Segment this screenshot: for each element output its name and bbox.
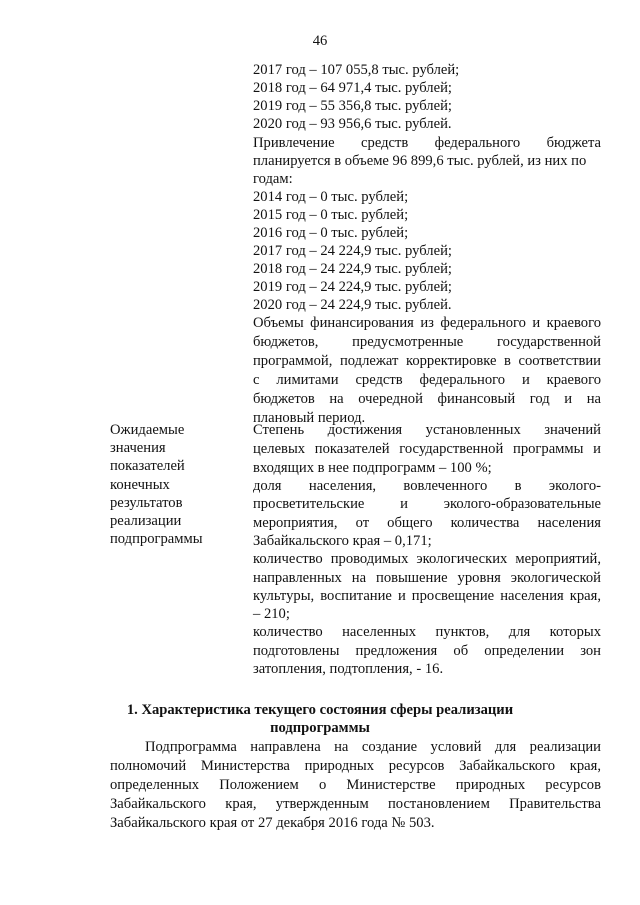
page-number: 46 [312, 33, 328, 49]
federal-year-2020: 2020 год – 24 224,9 тыс. рублей. [253, 297, 452, 313]
expected-result-line: культуры, воспитание и просвещение населения края, [253, 588, 601, 604]
federal-intro-line: Привлечение средств федерального бюджета [253, 135, 601, 151]
label-line: подпрограммы [110, 531, 203, 548]
expected-result-line: – 210; [253, 606, 290, 622]
label-line: показателей [110, 458, 185, 475]
regional-year-2020: 2020 год – 93 956,6 тыс. рублей. [253, 116, 452, 132]
expected-result-line: количество населенных пунктов, для которых [253, 624, 601, 640]
federal-year-2016: 2016 год – 0 тыс. рублей; [253, 225, 409, 241]
paragraph-line: полномочий Министерства природных ресурсов Забайкальского края, [110, 758, 601, 774]
section-heading-cont: подпрограммы [270, 720, 370, 736]
regional-year-2019: 2019 год – 55 356,8 тыс. рублей; [253, 98, 452, 114]
expected-result-line: мероприятия, от общего количества населения [253, 515, 601, 531]
expected-result-line: целевых показателей государственной программы и [253, 441, 601, 457]
adjustment-note-line: программой, подлежат корректировке в соответствии [253, 353, 601, 369]
section-heading: 1. Характеристика текущего состояния сферы реализации [126, 702, 514, 718]
adjustment-note-line: бюджетов на очередной финансовый год и на [253, 391, 601, 407]
regional-year-2017: 2017 год – 107 055,8 тыс. рублей; [253, 62, 460, 78]
federal-year-2017: 2017 год – 24 224,9 тыс. рублей; [253, 243, 452, 259]
regional-year-2018: 2018 год – 64 971,4 тыс. рублей; [253, 80, 452, 96]
expected-result-line: направленных на повышение уровня экологической [253, 570, 601, 586]
federal-intro-line: годам: [253, 171, 293, 187]
expected-result-line: просветительские и эколого-образовательные [253, 496, 601, 512]
expected-result-line: Степень достижения установленных значений [253, 422, 601, 438]
label-line: результатов [110, 494, 183, 511]
expected-result-line: входящих в нее подпрограмм – 100 %; [253, 460, 492, 476]
paragraph-line: Забайкальского края, утвержденным постановлением Правительства [110, 796, 601, 812]
federal-intro-line: планируется в объеме 96 899,6 тыс. рублей, из них по [253, 153, 587, 169]
adjustment-note-line: бюджетов, предусмотренные государственной [253, 334, 601, 350]
federal-year-2015: 2015 год – 0 тыс. рублей; [253, 207, 409, 223]
federal-year-2014: 2014 год – 0 тыс. рублей; [253, 189, 409, 205]
adjustment-note-line: Объемы финансирования из федерального и краевого [253, 315, 601, 331]
expected-results-label [110, 421, 203, 548]
label-line: Ожидаемые [110, 422, 185, 438]
label-line: реализации [110, 512, 182, 529]
adjustment-note-line: плановый период. [253, 410, 366, 426]
expected-result-line: Забайкальского края – 0,171; [253, 533, 432, 549]
federal-year-2019: 2019 год – 24 224,9 тыс. рублей; [253, 279, 452, 295]
expected-result-line: подготовлены предложения об определении зон [253, 643, 601, 659]
expected-result-line: количество проводимых экологических мероприятий, [253, 551, 601, 567]
expected-result-line: затопления, подтопления, - 16. [253, 661, 444, 677]
expected-result-line: доля населения, вовлеченного в эколого- [253, 478, 601, 494]
federal-year-2018: 2018 год – 24 224,9 тыс. рублей; [253, 261, 452, 277]
label-line: значения [110, 440, 166, 457]
paragraph-line: Подпрограмма направлена на создание условий для реализации [145, 739, 601, 755]
label-line: конечных [110, 476, 170, 493]
paragraph-line: Забайкальского края от 27 декабря 2016 года № 503. [110, 815, 435, 831]
paragraph-line: определенных Положением о Министерстве природных ресурсов [110, 777, 601, 793]
adjustment-note-line: с лимитами средств федерального и краевого [253, 372, 601, 388]
